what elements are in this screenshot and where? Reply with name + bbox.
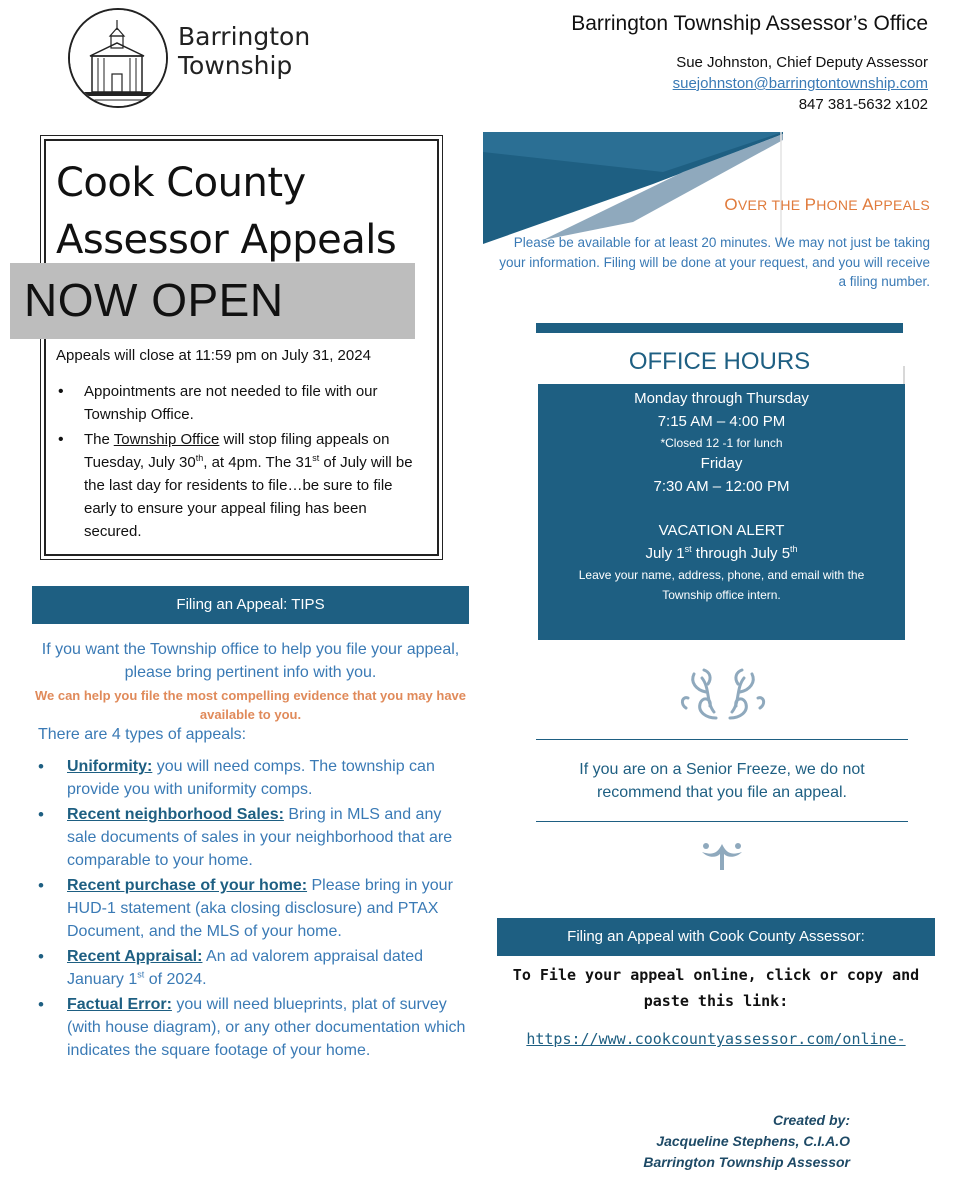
author-name: Jacqueline Stephens, C.I.A.O: [656, 1133, 850, 1149]
hours-frame-line: [903, 366, 905, 384]
appeals-title-line-2: Assessor Appeals: [56, 217, 397, 263]
list-item: [56, 380, 426, 426]
appeal-type-desc: you will need blueprints, plat of survey (with house diagram), or any other documentation which indicates the square footage of your home.: [67, 996, 466, 1059]
list-item: [38, 755, 470, 801]
hours-time-fri: 7:30 AM – 12:00 PM: [653, 477, 790, 495]
close-notice: Appeals will close at 11:59 pm on July 31, 2024: [56, 347, 371, 364]
hours-lunch-note: *Closed 12 -1 for lunch: [660, 436, 783, 450]
credits-block: [643, 1110, 850, 1173]
phone-appeals-text: Please be available for at least 20 minutes. We may not just be taking your information. Filing will be done at your request, and you will receive a filing number.: [499, 235, 930, 289]
hours-days-mon-thu: Monday through Thursday: [634, 390, 809, 407]
appeal-type-sup: st: [137, 969, 145, 980]
cook-county-assessor-link[interactable]: https://www.cookcountyassessor.com/online-: [526, 1030, 906, 1048]
title-small: HONE: [816, 197, 863, 213]
divider-top: [536, 739, 908, 740]
appeal-type-desc: of 2024.: [144, 971, 207, 988]
list-item: [56, 428, 426, 543]
appeals-title: [56, 155, 396, 269]
note-text: of July will be the last day for residents to file…be sure to file early to ensure your appeal filing has been secured.: [84, 454, 413, 540]
phone-appeals-title: [724, 195, 930, 215]
title-small: PPEALS: [873, 197, 930, 213]
note-appointments: Appointments are not needed to file with our Township Office.: [84, 383, 378, 423]
list-item: [38, 945, 470, 991]
now-open-text: NOW OPEN: [24, 274, 284, 326]
vacation-date-text: through July 5: [691, 544, 791, 562]
hours-days-fri: Friday: [700, 455, 743, 472]
note-text: The: [84, 431, 114, 448]
office-title: Barrington Township Assessor’s Office: [571, 12, 928, 35]
vacation-sup: st: [684, 543, 692, 554]
online-filing-instructions: To File your appeal online, click or copy and paste this link:: [512, 966, 920, 1010]
town-hall-icon: [70, 10, 168, 108]
appeals-title-line-1: Cook County: [56, 160, 306, 206]
vacation-dates: [538, 543, 905, 566]
vacation-alert: VACATION ALERT: [658, 522, 785, 539]
township-office-link[interactable]: Township Office: [113, 431, 220, 448]
appeal-type-desc: Please bring in your HUD-1 statement (aka closing disclosure) and PTAX Document, and the MLS of your home.: [67, 877, 453, 940]
list-item: [38, 993, 470, 1062]
appeal-type-desc: you will need comps. The township can provide you with uniformity comps.: [67, 758, 435, 798]
vacation-note: Leave your name, address, phone, and email with the Township office intern.: [578, 568, 865, 602]
flourish-small-icon: [696, 838, 748, 872]
tips-intro: If you want the Township office to help you file your appeal, please bring pertinent info with you.: [41, 641, 460, 681]
senior-freeze-note: If you are on a Senior Freeze, we do not recommend that you file an appeal.: [579, 761, 865, 801]
list-item: [38, 803, 470, 872]
tips-heading-bar: Filing an Appeal: TIPS: [32, 586, 469, 624]
appeal-type-desc: Bring in MLS and any sale documents of sales in your neighborhood that are comparable to your home.: [67, 806, 453, 869]
contact-block: [673, 52, 928, 115]
vacation-date-text: July 1: [645, 544, 685, 562]
appeal-type-factual-error[interactable]: Factual Error:: [67, 996, 172, 1013]
note-text: will stop filing appeals on Tuesday, July 30: [84, 431, 390, 471]
contact-name: Sue Johnston, Chief Deputy Assessor: [676, 54, 928, 71]
flourish-ornament-icon: [676, 668, 770, 722]
office-hours-box: [538, 384, 905, 640]
author-role: Barrington Township Assessor: [643, 1154, 850, 1170]
now-open-banner: [10, 263, 415, 339]
logo-line-1: Barrington: [178, 22, 311, 51]
appeal-type-sales[interactable]: Recent neighborhood Sales:: [67, 806, 284, 823]
office-hours-title: OFFICE HOURS: [628, 348, 811, 375]
phone-appeals-graphic: [483, 132, 783, 244]
logo-line-2: Township: [178, 51, 293, 80]
appeal-type-uniformity[interactable]: Uniformity:: [67, 758, 153, 775]
note-text: , at 4pm. The 31: [203, 454, 313, 471]
logo-wordmark: [178, 22, 310, 80]
title-small: VER THE: [737, 197, 805, 213]
title-letter: O: [724, 195, 738, 214]
hours-time-mon-thu: 7:15 AM – 4:00 PM: [657, 412, 786, 430]
divider-bottom: [536, 821, 908, 822]
online-filing-heading-bar: Filing an Appeal with Cook County Assessor:: [497, 918, 935, 956]
township-logo: [68, 8, 168, 108]
contact-phone: 847 381-5632 x102: [798, 96, 928, 113]
note-sup: th: [195, 453, 204, 463]
appeal-type-purchase[interactable]: Recent purchase of your home:: [67, 877, 308, 894]
tips-highlight: We can help you file the most compelling evidence that you may have available to you.: [34, 688, 467, 722]
appeals-notes-list: [56, 380, 426, 545]
vacation-sup: th: [790, 543, 798, 554]
appeal-type-desc: An ad valorem appraisal dated January 1: [67, 948, 424, 988]
title-letter: A: [862, 195, 874, 214]
appeal-types-list: [38, 755, 470, 1064]
contact-email-link[interactable]: suejohnston@barringtontownship.com: [672, 75, 928, 92]
created-by-label: Created by:: [772, 1112, 850, 1128]
hours-top-bar: [536, 323, 903, 333]
note-sup: st: [312, 453, 320, 463]
appeal-type-appraisal[interactable]: Recent Appraisal:: [67, 948, 203, 965]
list-item: [38, 874, 470, 943]
appeal-types-label: There are 4 types of appeals:: [38, 726, 247, 743]
title-letter: P: [804, 195, 817, 214]
